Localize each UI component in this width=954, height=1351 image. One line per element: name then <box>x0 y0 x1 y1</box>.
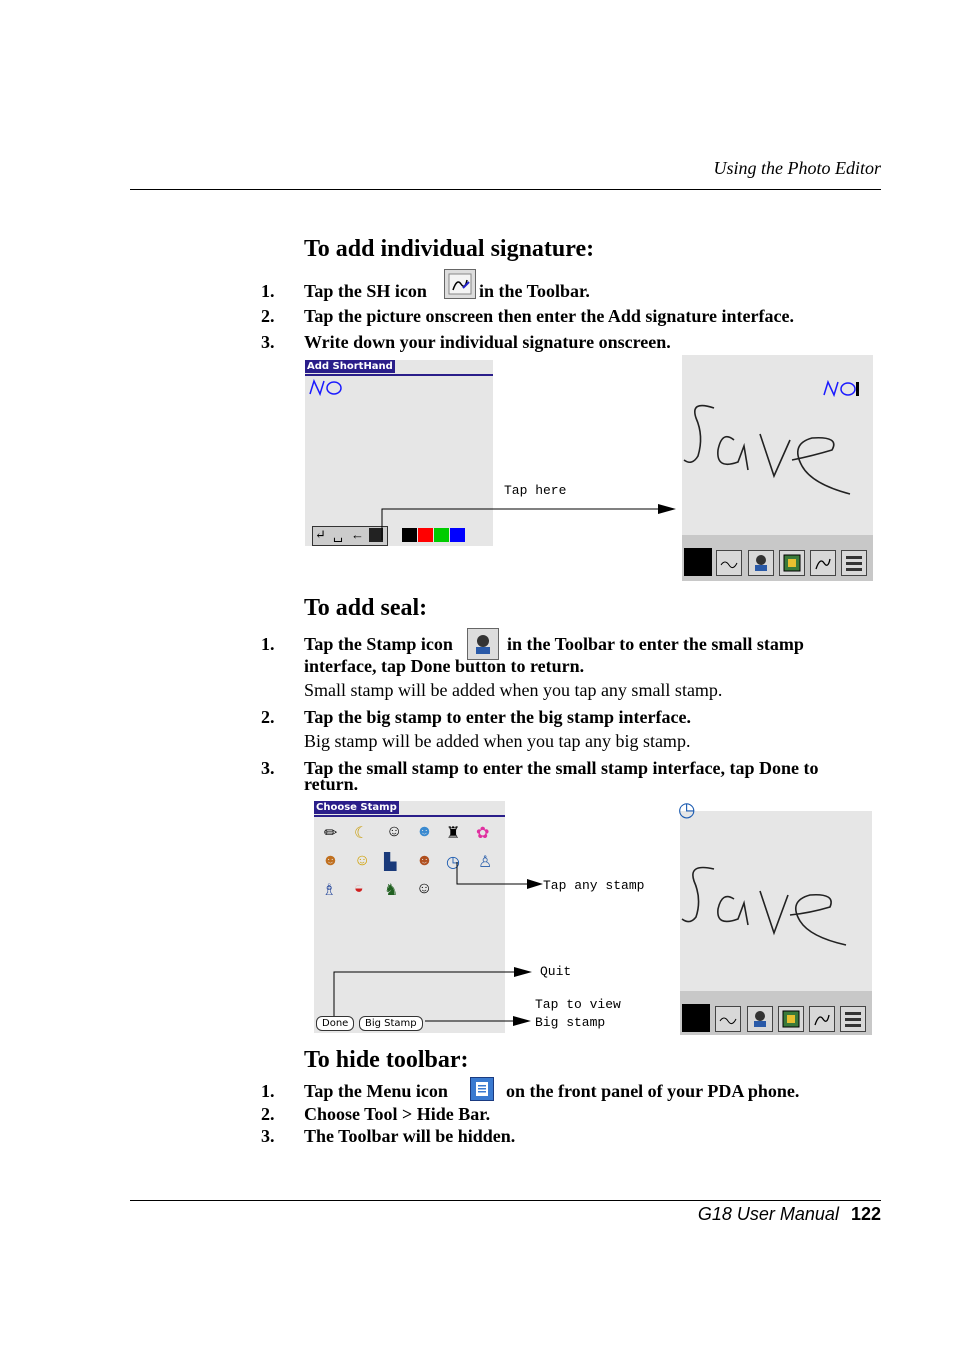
step-note: Small stamp will be added when you tap any small stamp. <box>304 680 723 700</box>
step-number: 2. <box>261 1104 275 1124</box>
sh-icon[interactable] <box>810 550 836 576</box>
step-text: The Toolbar will be hidden. <box>304 1126 516 1146</box>
stamp-sunglasses-icon[interactable]: ☻ <box>416 852 433 869</box>
stamp-banana-icon[interactable]: ☾ <box>354 825 369 842</box>
handwriting-no <box>308 378 348 398</box>
step-number: 1. <box>261 281 275 301</box>
page-footer <box>698 1204 881 1225</box>
callout-arrow-big-stamp <box>425 1014 533 1028</box>
step-text-line2: return. <box>304 774 359 794</box>
callout-tap-here: Tap here <box>504 483 567 498</box>
sh-icon[interactable] <box>809 1006 835 1032</box>
step-text-before: Tap the SH icon <box>304 281 427 301</box>
enter-icon[interactable]: ↵ <box>315 527 326 542</box>
section-title-hide-toolbar: To hide toolbar: <box>304 1047 469 1073</box>
stamp-face-icon[interactable]: ☺ <box>386 823 403 840</box>
handwriting-save <box>680 861 872 956</box>
callout-arrow-quit <box>330 966 535 1018</box>
step-text-line2: interface, tap Done button to return. <box>304 656 585 676</box>
space-icon[interactable]: ␣ <box>333 527 343 542</box>
settings-icon[interactable] <box>841 550 867 576</box>
step-number: 2. <box>261 707 275 727</box>
section-title-signature: To add individual signature: <box>304 236 595 262</box>
step-text: Tap the small stamp to enter the small stamp interface, tap Done to <box>304 758 819 778</box>
step-number: 1. <box>261 634 275 654</box>
title-underline <box>305 374 493 376</box>
screen-title: Choose Stamp <box>316 802 397 813</box>
callout-tap-to-view: Tap to view <box>535 997 621 1012</box>
step-number: 3. <box>261 332 275 352</box>
callout-arrow <box>370 500 680 545</box>
step-text-after: in the Toolbar. <box>479 281 590 301</box>
callout-quit: Quit <box>540 964 572 979</box>
screen-title: Add ShortHand <box>307 361 393 372</box>
step-text-after: in the Toolbar to enter the small stamp <box>507 634 804 654</box>
clock-stamp-icon: ◷ <box>678 799 696 821</box>
stamp-bear-icon[interactable]: ☻ <box>322 852 339 869</box>
step-number: 3. <box>261 758 275 778</box>
photo-editor-toolbar <box>680 991 872 1035</box>
header-rule <box>130 189 881 190</box>
running-head: Using the Photo Editor <box>713 158 881 178</box>
footer-rule <box>130 1200 881 1201</box>
stamp-car-icon[interactable]: ♞ <box>384 882 399 899</box>
callout-arrow-stamp <box>445 860 545 890</box>
callout-big-stamp: Big stamp <box>535 1015 606 1030</box>
stamp-donut-icon[interactable]: ✿ <box>476 825 490 842</box>
settings-icon[interactable] <box>840 1006 866 1032</box>
step-note: Big stamp will be added when you tap any big stamp. <box>304 731 691 751</box>
stamp-rabbit-icon[interactable]: ☺ <box>416 880 433 897</box>
manual-title: G18 User Manual <box>697 1204 839 1224</box>
handwriting-no-top <box>822 379 862 399</box>
stamp-icon[interactable] <box>748 550 774 576</box>
done-button[interactable]: Done <box>316 1016 354 1031</box>
step-text: Choose Tool > Hide Bar. <box>304 1104 491 1124</box>
step-text-before: Tap the Stamp icon <box>304 634 453 654</box>
draw-icon[interactable] <box>715 1006 741 1032</box>
step-text: Write down your individual signature onscreen. <box>304 332 671 352</box>
stamp-watermelon-icon[interactable]: ◒ <box>354 880 364 897</box>
big-stamp-button[interactable]: Big Stamp <box>359 1016 423 1031</box>
stamp-bottle-icon[interactable]: ♙ <box>478 854 493 871</box>
step-number: 2. <box>261 306 275 326</box>
stamp-pencil-icon[interactable]: ✏ <box>324 825 338 842</box>
page-number: 122 <box>850 1204 881 1224</box>
signature-result-screen <box>682 355 873 581</box>
stamp-robot-icon[interactable]: ♗ <box>322 882 337 899</box>
step-number: 3. <box>261 1126 275 1146</box>
backspace-icon[interactable]: ← <box>351 527 364 542</box>
section-title-seal: To add seal: <box>304 595 428 621</box>
stamp-shirt-icon[interactable]: ♜ <box>446 825 461 842</box>
step-text-before: Tap the Menu icon <box>304 1081 448 1101</box>
stamp-smiley-icon[interactable]: ☺ <box>354 852 371 869</box>
picture-icon[interactable] <box>779 550 805 576</box>
step-number: 1. <box>261 1081 275 1101</box>
sh-icon <box>444 269 476 299</box>
stamp-result-screen <box>678 799 872 1035</box>
color-black-button[interactable] <box>682 1004 710 1032</box>
photo-editor-toolbar <box>682 535 873 581</box>
step-text <box>304 283 427 300</box>
step-text: Tap the big stamp to enter the big stamp interface. <box>304 707 691 727</box>
handwriting-save <box>682 400 873 510</box>
title-underline <box>314 815 505 817</box>
stamp-icon[interactable] <box>747 1006 773 1032</box>
stamp-clock-icon[interactable]: ◷ <box>446 854 460 871</box>
callout-tap-any-stamp: Tap any stamp <box>543 878 645 893</box>
stamp-city-icon[interactable]: ▙ <box>384 854 397 871</box>
picture-icon[interactable] <box>778 1006 804 1032</box>
draw-icon[interactable] <box>716 550 742 576</box>
menu-icon <box>470 1077 494 1101</box>
color-black-button[interactable] <box>684 548 712 576</box>
stamp-kid-icon[interactable]: ☻ <box>416 823 433 840</box>
step-text: Tap the picture onscreen then enter the Add signature interface. <box>304 306 794 326</box>
step-text-after: on the front panel of your PDA phone. <box>506 1081 800 1101</box>
